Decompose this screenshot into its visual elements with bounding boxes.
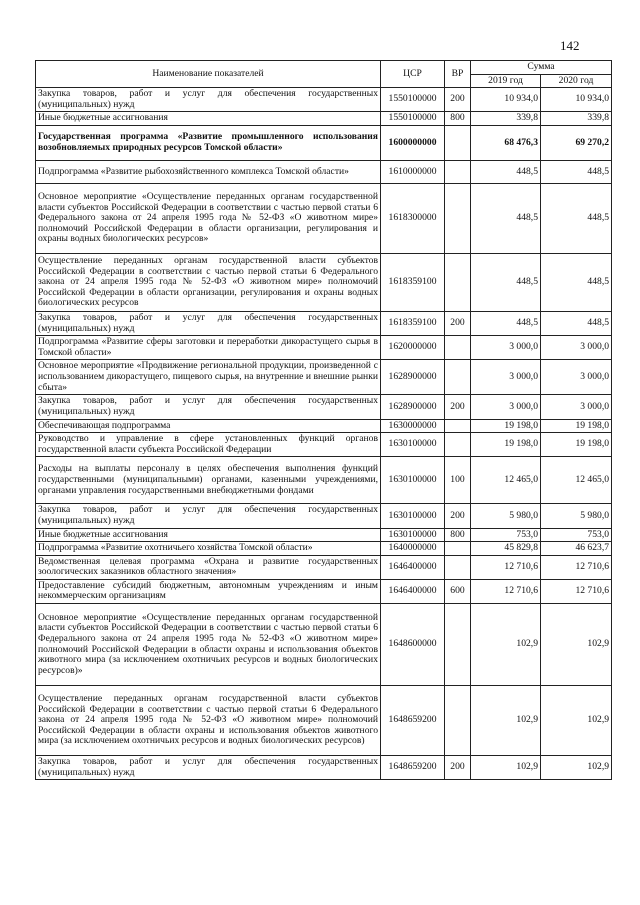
- row-sum-2020: 3 000,0: [541, 336, 612, 360]
- row-sum-2019: 10 934,0: [471, 88, 541, 112]
- table-row: [36, 528, 612, 542]
- row-vr: 200: [445, 504, 471, 528]
- row-vr: 200: [445, 88, 471, 112]
- row-sum-2019: 753,0: [471, 528, 541, 542]
- row-csr: 1648600000: [381, 604, 445, 686]
- row-name: Руководство и управление в сфере установленных функций органов государственной власти субъекта Российской Федерации: [36, 433, 381, 457]
- row-sum-2020: 753,0: [541, 528, 612, 542]
- row-csr: 1620000000: [381, 336, 445, 360]
- row-vr: [445, 604, 471, 686]
- row-csr: 1646400000: [381, 579, 445, 603]
- row-name: Основное мероприятие «Осуществление переданных органам государственной власти субъектов Российской Федерации в соответствии с частью первой статьи 6 Федерального закона от 24 апреля 1995 года № 52-ФЗ «О животном мире» полномочий Российской Федерации в области организации, регулирования и охраны водных биологических ресурсов»: [36, 183, 381, 253]
- row-csr: 1600000000: [381, 125, 445, 160]
- row-name: Подпрограмма «Развитие охотничьего хозяйства Томской области»: [36, 542, 381, 556]
- table-row: [36, 555, 612, 579]
- row-sum-2019: 19 198,0: [471, 433, 541, 457]
- header-2020: 2020 год: [541, 74, 612, 88]
- table-row: [36, 88, 612, 112]
- row-vr: [445, 555, 471, 579]
- row-csr: 1630100000: [381, 528, 445, 542]
- budget-table: [35, 60, 612, 780]
- row-name: Ведомственная целевая программа «Охрана и развитие государственных зоологических заказников областного значения»: [36, 555, 381, 579]
- table-row: [36, 112, 612, 126]
- row-sum-2020: 3 000,0: [541, 360, 612, 395]
- row-csr: 1640000000: [381, 542, 445, 556]
- row-sum-2020: 10 934,0: [541, 88, 612, 112]
- row-name: Иные бюджетные ассигнования: [36, 112, 381, 126]
- table-row: [36, 433, 612, 457]
- row-sum-2020: 448,5: [541, 160, 612, 183]
- row-csr: 1618359100: [381, 311, 445, 335]
- row-name: Закупка товаров, работ и услуг для обеспечения государственных (муниципальных) нужд: [36, 756, 381, 780]
- row-vr: [445, 125, 471, 160]
- row-sum-2020: 19 198,0: [541, 419, 612, 433]
- table-row: [36, 504, 612, 528]
- header-2019: 2019 год: [471, 74, 541, 88]
- table-row: [36, 457, 612, 504]
- row-sum-2020: 3 000,0: [541, 395, 612, 419]
- row-vr: 800: [445, 528, 471, 542]
- row-sum-2019: 448,5: [471, 253, 541, 311]
- row-name: Подпрограмма «Развитие сферы заготовки и переработки дикорастущего сырья в Томской области»: [36, 336, 381, 360]
- row-name: Иные бюджетные ассигнования: [36, 528, 381, 542]
- row-sum-2019: 45 829,8: [471, 542, 541, 556]
- table-row: [36, 336, 612, 360]
- row-name: Расходы на выплаты персоналу в целях обеспечения выполнения функций государственными (муниципальными) органами, казенными учреждениями, органами управления государственными внебюджетными фондами: [36, 457, 381, 504]
- row-vr: [445, 433, 471, 457]
- row-name: Закупка товаров, работ и услуг для обеспечения государственных (муниципальных) нужд: [36, 311, 381, 335]
- row-vr: [445, 419, 471, 433]
- row-vr: 800: [445, 112, 471, 126]
- row-vr: 200: [445, 756, 471, 780]
- row-name: Государственная программа «Развитие промышленного использования возобновляемых природных ресурсов Томской области»: [36, 125, 381, 160]
- row-sum-2020: 448,5: [541, 183, 612, 253]
- row-csr: 1630100000: [381, 504, 445, 528]
- row-name: Осуществление переданных органам государственной власти субъектов Российской Федерации в соответствии с частью первой статьи 6 Федерального закона от 24 апреля 1995 года № 52-ФЗ «О животном мире» полномочий Российской Федерации в области охраны и использования объектов животного мира (за исключением охотничьих ресурсов и водных биологических ресурсов): [36, 686, 381, 756]
- table-row: [36, 125, 612, 160]
- row-sum-2019: 3 000,0: [471, 360, 541, 395]
- row-name: Закупка товаров, работ и услуг для обеспечения государственных (муниципальных) нужд: [36, 88, 381, 112]
- table-row: [36, 183, 612, 253]
- row-vr: [445, 253, 471, 311]
- row-sum-2020: 102,9: [541, 756, 612, 780]
- row-sum-2019: 12 710,6: [471, 579, 541, 603]
- table-row: [36, 686, 612, 756]
- row-name: Предоставление субсидий бюджетным, автономным учреждениям и иным некоммерческим организациям: [36, 579, 381, 603]
- row-csr: 1648659200: [381, 756, 445, 780]
- row-csr: 1628900000: [381, 395, 445, 419]
- row-sum-2020: 448,5: [541, 253, 612, 311]
- row-csr: 1610000000: [381, 160, 445, 183]
- table-row: [36, 160, 612, 183]
- row-vr: [445, 542, 471, 556]
- row-vr: 100: [445, 457, 471, 504]
- row-csr: 1618359100: [381, 253, 445, 311]
- row-name: Закупка товаров, работ и услуг для обеспечения государственных (муниципальных) нужд: [36, 395, 381, 419]
- table-row: [36, 253, 612, 311]
- row-vr: [445, 160, 471, 183]
- header-vr: ВР: [445, 61, 471, 88]
- row-vr: [445, 686, 471, 756]
- row-csr: 1630100000: [381, 457, 445, 504]
- row-name: Осуществление переданных органам государственной власти субъектов Российской Федерации в соответствии с частью первой статьи 6 Федерального закона от 24 апреля 1995 года № 52-ФЗ «О животном мире» полномочий Российской Федерации в области организации, регулирования и охраны водных биологических ресурсов: [36, 253, 381, 311]
- row-sum-2019: 448,5: [471, 311, 541, 335]
- table-row: [36, 395, 612, 419]
- row-sum-2020: 339,8: [541, 112, 612, 126]
- row-sum-2019: 448,5: [471, 160, 541, 183]
- row-sum-2020: 102,9: [541, 604, 612, 686]
- row-vr: 200: [445, 395, 471, 419]
- row-vr: [445, 360, 471, 395]
- row-sum-2020: 448,5: [541, 311, 612, 335]
- row-name: Подпрограмма «Развитие рыбохозяйственного комплекса Томской области»: [36, 160, 381, 183]
- row-sum-2019: 68 476,3: [471, 125, 541, 160]
- row-sum-2019: 102,9: [471, 686, 541, 756]
- row-vr: [445, 183, 471, 253]
- row-csr: 1550100000: [381, 88, 445, 112]
- row-sum-2019: 3 000,0: [471, 336, 541, 360]
- row-csr: 1646400000: [381, 555, 445, 579]
- table-row: [36, 604, 612, 686]
- row-sum-2020: 69 270,2: [541, 125, 612, 160]
- row-sum-2019: 102,9: [471, 756, 541, 780]
- table-row: [36, 311, 612, 335]
- table-row: [36, 419, 612, 433]
- row-vr: 600: [445, 579, 471, 603]
- row-sum-2019: 448,5: [471, 183, 541, 253]
- header-csr: ЦСР: [381, 61, 445, 88]
- page-number: 142: [560, 38, 580, 53]
- row-vr: [445, 336, 471, 360]
- row-name: Основное мероприятие «Осуществление переданных органам государственной власти субъектов Российской Федерации в соответствии с частью первой статьи 6 Федерального закона от 24 апреля 1995 года № 52-ФЗ «О животном мире» полномочий Российской Федерации в области охраны и использования объектов животного мира (за исключением охотничьих ресурсов и водных биологических ресурсов)»: [36, 604, 381, 686]
- row-sum-2020: 12 710,6: [541, 579, 612, 603]
- row-sum-2020: 19 198,0: [541, 433, 612, 457]
- table-row: [36, 579, 612, 603]
- row-sum-2020: 12 710,6: [541, 555, 612, 579]
- row-sum-2020: 12 465,0: [541, 457, 612, 504]
- row-csr: 1630000000: [381, 419, 445, 433]
- row-sum-2019: 3 000,0: [471, 395, 541, 419]
- row-name: Закупка товаров, работ и услуг для обеспечения государственных (муниципальных) нужд: [36, 504, 381, 528]
- row-sum-2020: 5 980,0: [541, 504, 612, 528]
- row-sum-2019: 12 710,6: [471, 555, 541, 579]
- row-sum-2019: 102,9: [471, 604, 541, 686]
- row-csr: 1630100000: [381, 433, 445, 457]
- row-sum-2020: 102,9: [541, 686, 612, 756]
- header-sum: Сумма: [471, 61, 612, 75]
- row-csr: 1628900000: [381, 360, 445, 395]
- table-row: [36, 756, 612, 780]
- row-sum-2020: 46 623,7: [541, 542, 612, 556]
- row-sum-2019: 12 465,0: [471, 457, 541, 504]
- table-row: [36, 360, 612, 395]
- row-vr: 200: [445, 311, 471, 335]
- row-csr: 1550100000: [381, 112, 445, 126]
- row-name: Основное мероприятие «Продвижение региональной продукции, произведенной с использованием дикорастущего, пищевого сырья, на внутренние и внешние рынки сбыта»: [36, 360, 381, 395]
- table-row: [36, 542, 612, 556]
- row-sum-2019: 339,8: [471, 112, 541, 126]
- row-sum-2019: 19 198,0: [471, 419, 541, 433]
- row-csr: 1648659200: [381, 686, 445, 756]
- row-sum-2019: 5 980,0: [471, 504, 541, 528]
- row-csr: 1618300000: [381, 183, 445, 253]
- row-name: Обеспечивающая подпрограмма: [36, 419, 381, 433]
- header-name: Наименование показателей: [36, 61, 381, 88]
